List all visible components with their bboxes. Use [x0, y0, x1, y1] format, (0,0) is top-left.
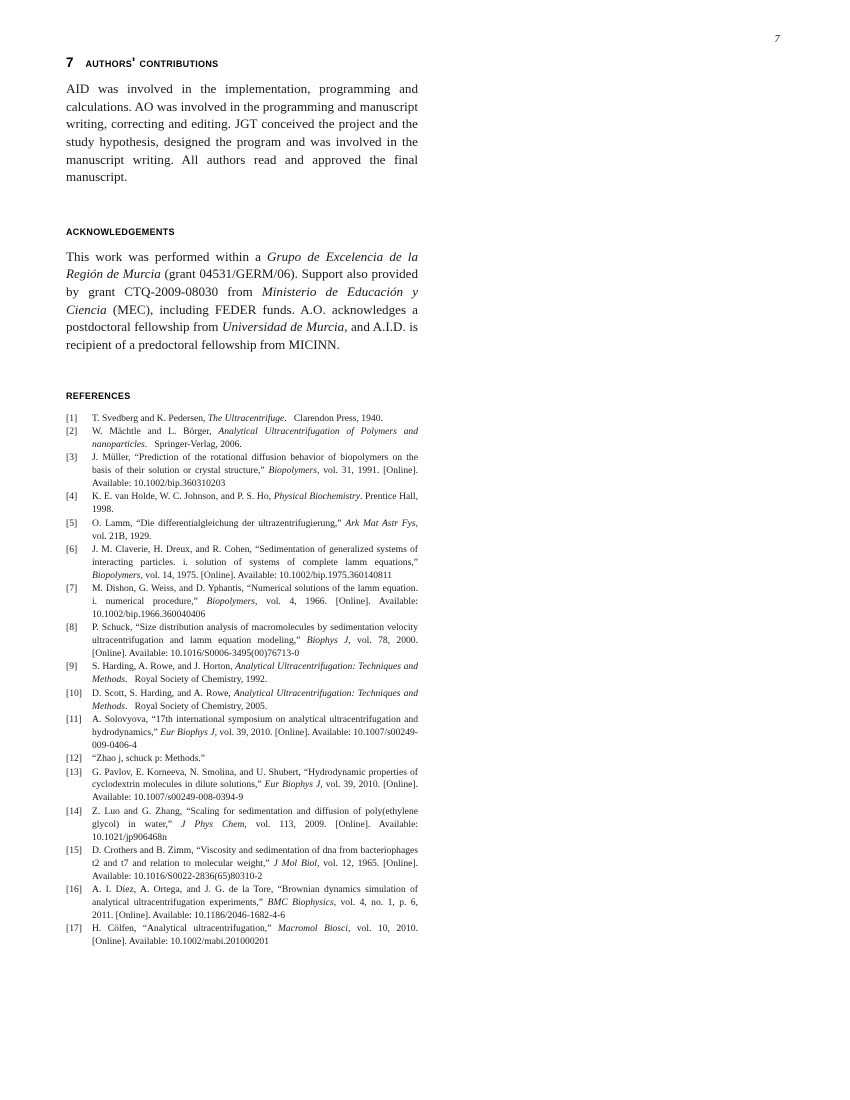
reference-number: [12] [66, 753, 82, 765]
reference-number: [17] [66, 923, 82, 935]
reference-item [66, 452, 418, 491]
reference-item [66, 845, 418, 884]
reference-item [66, 688, 418, 714]
reference-item [66, 923, 418, 949]
reference-item [66, 518, 418, 544]
contributions-paragraph: AID was involved in the implementation, programming and calculations. AO was involved in the programming and manuscript writing, correcting and editing. JGT conceived the project and the study hypothesis, designed the program and was involved in the manuscript writing. All authors read and approved the final manuscript. [66, 81, 418, 185]
reference-number: [13] [66, 766, 82, 778]
reference-text: D. Crothers and B. Zimm, “Viscosity and sedimentation of dna from bacteriophages t2 and t7 and relation to molecular weight,” J Mol Biol, vol. 12, 1965. [Online]. Available: 10.1016/S0022-2836(65)80310-2 [92, 844, 418, 882]
reference-text: “Zhao j, schuck p: Methods.” [92, 753, 205, 765]
reference-number: [16] [66, 884, 82, 896]
reference-item [66, 884, 418, 923]
reference-number: [6] [66, 543, 78, 555]
reference-number: [1] [66, 412, 78, 424]
reference-list [66, 413, 418, 950]
reference-number: [11] [66, 714, 82, 726]
reference-text: T. Svedberg and K. Pedersen, The Ultracentrifuge. Clarendon Press, 1940. [92, 412, 383, 424]
reference-item [66, 661, 418, 687]
page-number: 7 [774, 34, 780, 45]
reference-text: K. E. van Holde, W. C. Johnson, and P. S. Ho, Physical Biochemistry. Prentice Hall, 1998. [92, 491, 418, 516]
reference-number: [4] [66, 491, 78, 503]
reference-text: W. Mächtle and L. Börger, Analytical Ultracentrifugation of Polymers and nanoparticles. Springer-Verlag, 2006. [92, 425, 418, 450]
reference-item [66, 583, 418, 622]
reference-text: A. I. Díez, A. Ortega, and J. G. de la Tore, “Brownian dynamics simulation of analytical ultracentrifugation experiments,” BMC Biophysics, vol. 4, no. 1, p. 6, 2011. [Online]. Available: 10.1186/2046-1682-4-6 [92, 884, 418, 921]
reference-number: [3] [66, 452, 78, 464]
acknowledgements-paragraph: This work was performed within a Grupo de Excelencia de la Región de Murcia (grant 04531/GERM/06). Support also provided by grant CTQ-2009-08030 from Ministerio de Educación y Ciencia (MEC), including FEDER funds. A.O. acknowledges a postdoctoral fellowship from Universidad de Murcia, and A.I.D. is recipient of a predoctoral fellowship from MICINN. [66, 248, 419, 352]
reference-text: Z. Luo and G. Zhang, “Scaling for sedimentation and diffusion of poly(ethylene glycol) in water,” J Phys Chem, vol. 113, 2009. [Online]. Available: 10.1021/jp906468n [92, 805, 418, 843]
section-heading-contributions [66, 55, 418, 71]
reference-text: O. Lamm, “Die differentialgleichung der ultrazentrifugierung,” Ark Mat Astr Fys, vol. 21B, 1929. [92, 517, 418, 542]
reference-text: J. Müller, “Prediction of the rotational diffusion behavior of biopolymers on the basis of their solution or crystal structure,” Biopolymers, vol. 31, 1991. [Online]. Available: 10.1002/bip.360310203 [92, 452, 418, 489]
section-title: references [66, 387, 131, 403]
section-heading-acknowledgements [66, 223, 418, 239]
section-number: 7 [66, 55, 74, 70]
spacer-acknowledgements [66, 186, 418, 223]
reference-text: P. Schuck, “Size distribution analysis of macromolecules by sedimentation velocity ultracentrifugation and lamm equation modeling,” Biophys J, vol. 78, 2000. [Online]. Available: 10.1016/S0006-3495(00)76713-0 [92, 622, 418, 660]
reference-number: [2] [66, 425, 78, 437]
reference-item [66, 806, 418, 845]
section-heading-references [66, 387, 418, 403]
reference-item [66, 622, 418, 661]
reference-item [66, 767, 418, 806]
reference-text: A. Solovyova, “17th international symposium on analytical ultracentrifugation and hydrodynamics,” Eur Biophys J, vol. 39, 2010. [Online]. Available: 10.1007/s00249-009-0406-4 [92, 714, 418, 751]
reference-item [66, 491, 418, 517]
reference-item [66, 426, 418, 452]
reference-text: J. M. Claverie, H. Dreux, and R. Cohen, “Sedimentation of generalized systems of interacting particles. i. solution of systems of complete lamm equations,” Biopolymers, vol. 14, 1975. [Online]. Available: 10.1002/bip.1975.360140811 [92, 543, 418, 581]
text-column [66, 55, 418, 950]
reference-number: [10] [66, 687, 82, 699]
reference-item [66, 753, 418, 766]
reference-number: [7] [66, 583, 78, 595]
reference-item [66, 413, 418, 426]
spacer-references [66, 353, 418, 387]
reference-number: [8] [66, 622, 78, 634]
reference-number: [15] [66, 844, 82, 856]
reference-text: S. Harding, A. Rowe, and J. Horton, Analytical Ultracentrifugation: Techniques and Methods. Royal Society of Chemistry, 1992. [92, 661, 418, 686]
reference-number: [14] [66, 805, 82, 817]
section-title: authors' contributions [85, 55, 219, 70]
reference-number: [5] [66, 517, 78, 529]
reference-text: G. Pavlov, E. Korneeva, N. Smolina, and U. Shubert, “Hydrodynamic properties of cyclodextrin molecules in dilute solutions,” Eur Biophys J, vol. 39, 2010. [Online]. Available: 10.1007/s00249-008-0394-9 [92, 766, 418, 804]
reference-item [66, 544, 418, 583]
reference-text: H. Cölfen, “Analytical ultracentrifugation,” Macromol Biosci, vol. 10, 2010. [Online]. Available: 10.1002/mabi.201000201 [92, 923, 418, 948]
section-title: acknowledgements [66, 222, 175, 238]
reference-number: [9] [66, 661, 78, 673]
reference-text: M. Dishon, G. Weiss, and D. Yphantis, “Numerical solutions of the lamm equation. i. numerical procedure,” Biopolymers, vol. 4, 1966. [Online]. Available: 10.1002/bip.1966.360040406 [92, 583, 419, 620]
reference-item [66, 714, 418, 753]
reference-text: D. Scott, S. Harding, and A. Rowe, Analytical Ultracentrifugation: Techniques and Methods. Royal Society of Chemistry, 2005. [92, 687, 418, 712]
